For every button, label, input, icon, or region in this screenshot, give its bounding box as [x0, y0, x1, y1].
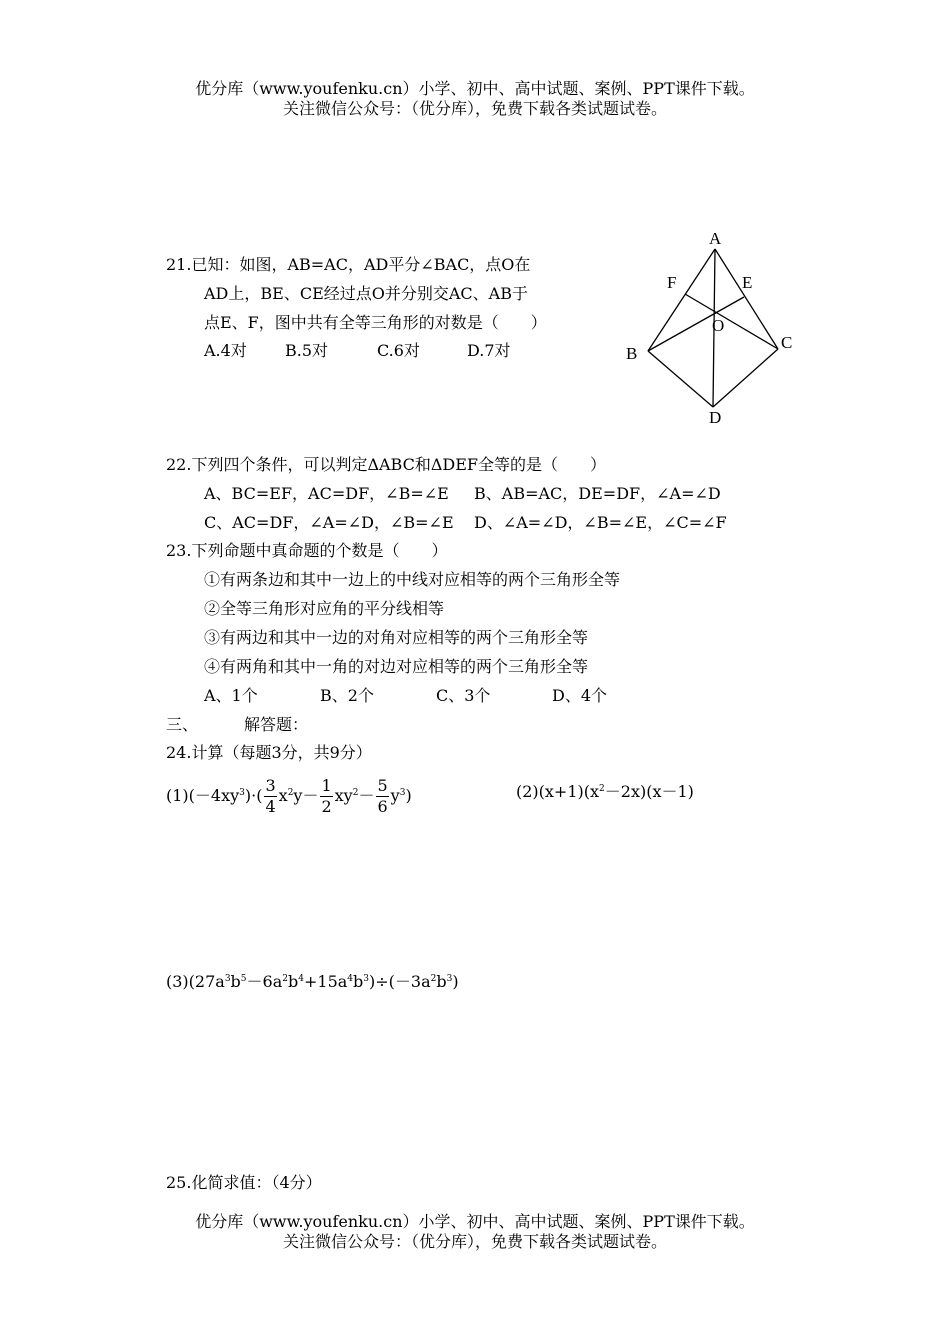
- q24-problem-1: $(1)(-4xy^3)\cdot$( $\frac{3}{4}$ $x^2y-$ $\frac{1}{2}$ $xy^2-$ $\frac{5}{6}$ $y^3$): [166, 776, 412, 816]
- label-c: C: [781, 333, 793, 352]
- q23-stem: 23.下列命题中真命题的个数是（ ）: [166, 541, 448, 560]
- triangle-figure: [615, 225, 805, 430]
- segment-ab: [648, 249, 715, 351]
- page-footer: [0, 1212, 950, 1252]
- q21-line-3: 点E、F，图中共有全等三角形的对数是（ ）: [204, 313, 547, 332]
- fraction-3-4: $\frac{3}{4}$: [265, 776, 276, 816]
- segment-ac: [715, 249, 778, 349]
- q23-option-b: B、2个: [320, 686, 374, 705]
- q25-stem: 25.化简求值：（4分）: [166, 1173, 322, 1192]
- q23-item-1: ①有两条边和其中一边上的中线对应相等的两个三角形全等: [204, 570, 621, 589]
- q23-option-d: D、4个: [552, 686, 608, 705]
- section-3-title: 解答题：: [244, 715, 309, 734]
- q21-line-2: AD上，BE、CE经过点O并分别交AC、AB于: [204, 284, 528, 303]
- q21-option-c: C.6对: [377, 341, 420, 360]
- q24-stem: 24.计算（每题3分，共9分）: [166, 743, 372, 762]
- q23-option-c: C、3个: [436, 686, 491, 705]
- q21-line-1: 21.已知：如图，AB=AC，AD平分∠BAC，点O在: [166, 255, 531, 274]
- footer-line-1: 优分库（www.youfenku.cn）小学、初中、高中试题、案例、PPT课件下载。: [195, 1212, 755, 1231]
- label-f: F: [667, 273, 677, 292]
- q21-option-a: A.4对: [204, 341, 247, 360]
- header-line-1: 优分库（www.youfenku.cn）小学、初中、高中试题、案例、PPT课件下载。: [195, 79, 755, 98]
- section-3-number: 三、: [166, 715, 199, 734]
- q22-option-c: C、AC=DF，∠A=∠D，∠B=∠E: [204, 513, 454, 532]
- segment-be: [648, 297, 744, 351]
- q21-option-d: D.7对: [467, 341, 511, 360]
- label-o: O: [712, 316, 725, 335]
- q23-option-a: A、1个: [204, 686, 258, 705]
- fraction-1-2: $\frac{1}{2}$: [321, 776, 332, 816]
- q24-problem-2: $(2)(x+1)(x^2-2x)(x-1)$: [516, 782, 694, 801]
- footer-line-2: 关注微信公众号：（优分库），免费下载各类试题试卷。: [282, 1232, 667, 1251]
- page-header: [0, 79, 950, 119]
- label-e: E: [742, 273, 753, 292]
- q22-option-d: D、∠A=∠D，∠B=∠E，∠C=∠F: [474, 513, 727, 532]
- q22-stem: 22.下列四个条件，可以判定ΔABC和ΔDEF全等的是（ ）: [166, 455, 607, 474]
- q23-item-2: ②全等三角形对应角的平分线相等: [204, 599, 445, 618]
- q24-problem-3: $(3)(27a^3b^5-6a^2b^4+15a^4b^3)\div(-3a^2b^3)$: [166, 972, 459, 991]
- label-d: D: [709, 408, 722, 427]
- q21-option-b: B.5对: [285, 341, 329, 360]
- q22-option-a: A、BC=EF，AC=DF，∠B=∠E: [204, 484, 449, 503]
- segment-cf: [685, 294, 778, 349]
- segment-cd: [713, 349, 778, 407]
- q23-item-3: ③有两边和其中一边的对角对应相等的两个三角形全等: [204, 628, 589, 647]
- q22-option-b: B、AB=AC，DE=DF，∠A=∠D: [474, 484, 721, 503]
- segment-bd: [648, 351, 713, 407]
- fraction-5-6: $\frac{5}{6}$: [377, 776, 388, 816]
- q23-item-4: ④有两角和其中一角的对边对应相等的两个三角形全等: [204, 657, 589, 676]
- header-line-2: 关注微信公众号：（优分库），免费下载各类试题试卷。: [282, 99, 667, 118]
- label-b: B: [626, 344, 638, 363]
- label-a: A: [709, 229, 722, 248]
